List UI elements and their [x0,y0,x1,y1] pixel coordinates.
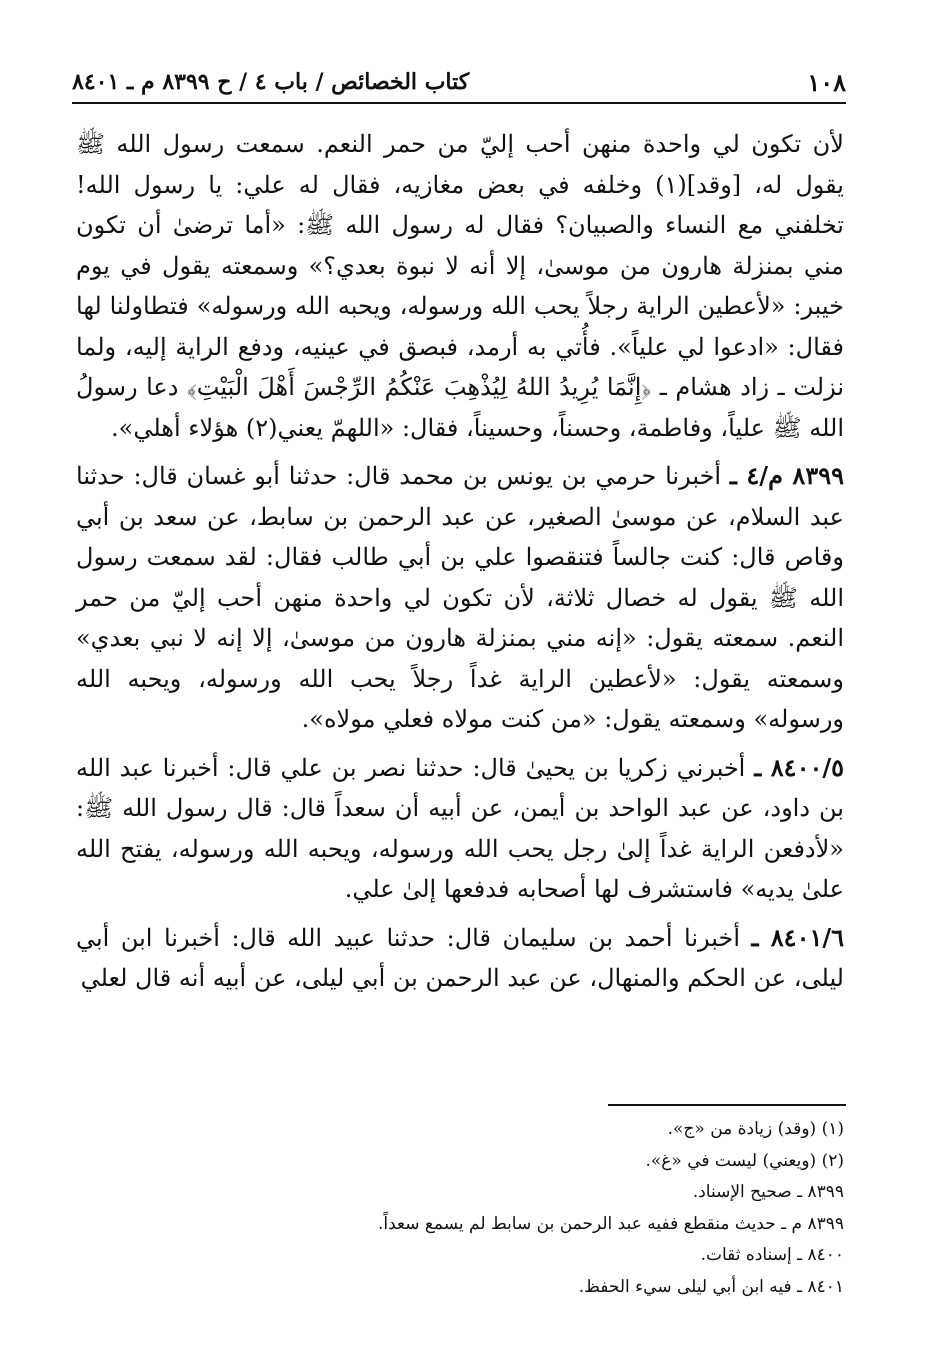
footnote: ٨٤٠٠ ـ إسناده ثقات. [700,1245,844,1265]
hadith-number: ٨٤٠١/٦ ـ [751,922,844,952]
footnote: ٨٤٠١ ـ فيه ابن أبي ليلى سيء الحفظ. [578,1276,844,1297]
paragraph-text: أخبرنا أحمد بن سليمان قال: حدثنا عبيد الله قال: أخبرنا ابن أبي ليلى، عن الحكم والمنهال، عن عبد الرحمن بن أبي ليلى، عن أبيه أنه قال لعلي [76,923,844,992]
page-number: ١٠٨ [807,67,846,97]
hadith-number: ٨٣٩٩ م/٤ ـ [729,461,844,490]
footnote: (٢) (ويعني) ليست في «غ». [645,1150,844,1171]
page-header [72,62,846,104]
paragraph-continuation [76,124,844,448]
footnote: (١) (وقد) زيادة من «ج». [667,1119,844,1139]
hadith-8399m [76,456,844,740]
running-title: كتاب الخصائص / باب ٤ / ح ٨٣٩٩ م ـ ٨٤٠١ [72,69,470,95]
paragraph-text: لأن تكون لي واحدة منهن أحب إليّ من حمر النعم. سمعت رسول الله ﷺ يقول له، [وقد](١) وخلفه في بعض مغازيه، فقال له علي: يا رسول الله! تخلفني مع النساء والصبيان؟ فقال له رسول الله ﷺ: «أما ترضىٰ أن تكون مني بمنزلة هارون من موسىٰ، إلا أنه لا نبوة بعدي؟» وسمعته يقول في يوم خيبر: «لأعطين الراية رجلاً يحب الله ورسوله، ويحبه الله ورسوله» فتطاولنا لها فقال: «ادعوا لي علياً». فأُتي به أرمد، فبصق في عينيه، ودفع الراية إليه، ولما نزلت ـ زاد هشام ـ ﴿إِنَّمَا يُرِيدُ اللهُ لِيُذْهِبَ عَنْكُمُ الرِّجْسَ أَهْلَ الْبَيْتِ﴾ دعا رسولُ الله ﷺ علياً، وفاطمة، وحسناً، وحسيناً، فقال: «اللهمّ يعني(٢) هؤلاء أهلي». [76,130,845,442]
hadith-number: ٨٤٠٠/٥ ـ [754,752,844,782]
hadith-8401 [76,918,844,999]
footnote: ٨٣٩٩ ـ صحيح الإسناد. [692,1182,844,1202]
paragraph-text: أخبرنا حرمي بن يونس بن محمد قال: حدثنا أبو غسان قال: حدثنا عبد السلام، عن موسىٰ الصغير، عن عبد الرحمن بن سابط، عن سعد بن أبي وقاص قال: كنت جالساً فتنقصوا علي بن أبي طالب فقال: لقد سمعت رسول الله ﷺ يقول له خصال ثلاثة، لأن تكون لي واحدة منهن أحب إليّ من حمر النعم. سمعته يقول: «إنه مني بمنزلة هارون من موسىٰ، إلا إنه لا نبي بعدي» وسمعته يقول: «لأعطين الراية غداً رجلاً يحب الله ورسوله، ويحبه الله ورسوله» وسمعته يقول: «من كنت مولاه فعلي مولاه». [76,462,844,733]
main-text [76,124,844,1007]
paragraph-text: أخبرني زكريا بن يحيىٰ قال: حدثنا نصر بن علي قال: أخبرنا عبد الله بن داود، عن عبد الواحد بن أيمن، عن أبيه أن سعداً قال: قال رسول الله ﷺ: «لأدفعن الراية غداً إلىٰ رجل يحب الله ورسوله، ويحبه الله ورسوله، يفتح الله علىٰ يديه» فاستشرف لها أصحابه فدفعها إلىٰ علي. [76,753,844,903]
hadith-8400 [76,748,844,910]
footnotes [76,1114,844,1303]
footnote: ٨٣٩٩ م ـ حديث منقطع ففيه عبد الرحمن بن سابط لم يسمع سعداً. [377,1213,844,1234]
footnote-divider [608,1104,846,1106]
